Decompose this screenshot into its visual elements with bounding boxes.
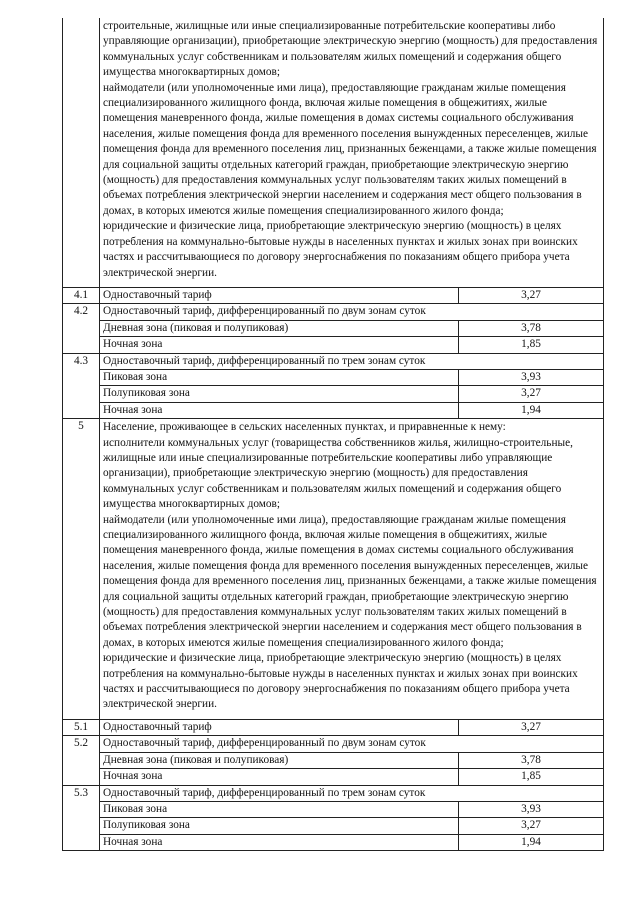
item-number: 4.1: [63, 287, 100, 303]
item-number: 5.1: [63, 719, 100, 735]
zone-label: Полупиковая зона: [100, 386, 459, 402]
zone-row: [63, 834, 604, 850]
tariff-value: 3,27: [459, 287, 604, 303]
zone-label: Ночная зона: [100, 769, 459, 785]
tariff-row: [63, 719, 604, 735]
tariff-label: Одноставочный тариф, дифференцированный по трем зонам суток: [100, 353, 604, 369]
tariff-group-header: [63, 736, 604, 752]
zone-row: [63, 769, 604, 785]
zone-label: Ночная зона: [100, 834, 459, 850]
tariff-group-header: [63, 785, 604, 801]
item-number: 4.2: [63, 304, 100, 353]
item-number: 4.3: [63, 353, 100, 419]
zone-row: [63, 801, 604, 817]
zone-value: 1,85: [459, 337, 604, 353]
zone-value: 3,93: [459, 801, 604, 817]
description-paragraph: юридические и физические лица, приобретающие электрическую энергию (мощность) в целях потребления на коммунально-бытовые нужды в населенных пунктах и жилых зонах при воинских частях и рассчитывающиеся по договору энергоснабжения по показаниям общего прибора учета электрической энергии.: [103, 652, 578, 711]
zone-value: 3,93: [459, 369, 604, 385]
section-4-description-row: [63, 18, 604, 287]
tariff-value: 3,27: [459, 719, 604, 735]
tariff-document-page: [62, 18, 603, 851]
tariff-group-header: [63, 304, 604, 320]
zone-label: Дневная зона (пиковая и полупиковая): [100, 320, 459, 336]
zone-value: 3,78: [459, 752, 604, 768]
zone-value: 3,27: [459, 818, 604, 834]
section-number: 5: [63, 419, 100, 720]
description-paragraph: наймодатели (или уполномоченные ими лица), предоставляющие гражданам жилые помещения специализированного жилищного фонда, включая жилые помещения в общежитиях, жилые помещения маневренного фонда, жилые помещения в домах системы социального обслуживания населения, жилые помещения фонда для временного поселения вынужденных переселенцев, жилые помещения фонда для временного поселения лиц, признанных беженцами, а также жилые помещения для социальной защиты отдельных категорий граждан, приобретающие электрическую энергию (мощность) для предоставления коммунальных услуг пользователям таких жилых помещений в объемах потребления электрической энергии населением и содержания мест общего пользования в домах, в которых имеются жилые помещения специализированного жилого фонда;: [103, 81, 597, 217]
description-paragraph: юридические и физические лица, приобретающие электрическую энергию (мощность) в целях потребления на коммунально-бытовые нужды в населенных пунктах и жилых зонах при воинских частях и рассчитывающиеся по договору энергоснабжения по показаниям общего прибора учета электрической энергии.: [103, 220, 578, 279]
tariff-label: Одноставочный тариф, дифференцированный по двум зонам суток: [100, 736, 604, 752]
zone-value: 1,85: [459, 769, 604, 785]
tariff-group-header: [63, 353, 604, 369]
zone-row: [63, 752, 604, 768]
zone-row: [63, 369, 604, 385]
section-number: [63, 18, 100, 287]
tariff-row: [63, 287, 604, 303]
item-number: 5.2: [63, 736, 100, 785]
zone-value: 1,94: [459, 402, 604, 418]
tariff-table: [62, 18, 604, 851]
item-number: 5.3: [63, 785, 100, 851]
tariff-label: Одноставочный тариф, дифференцированный по двум зонам суток: [100, 304, 604, 320]
zone-label: Ночная зона: [100, 337, 459, 353]
tariff-label: Одноставочный тариф: [100, 719, 459, 735]
description-paragraph: исполнители коммунальных услуг (товарищества собственников жилья, жилищно-строительные, жилищные или иные специализированные потребительские кооперативы либо управляющие организации), приобретающие электрическую энергию (мощность) для предоставления коммунальных услуг собственникам и пользователям жилых помещений и содержания общего имущества многоквартирных домов;: [103, 436, 573, 511]
zone-row: [63, 337, 604, 353]
zone-label: Полупиковая зона: [100, 818, 459, 834]
section-description: [100, 18, 604, 287]
zone-label: Ночная зона: [100, 402, 459, 418]
zone-row: [63, 402, 604, 418]
zone-row: [63, 320, 604, 336]
tariff-label: Одноставочный тариф, дифференцированный по трем зонам суток: [100, 785, 604, 801]
zone-label: Пиковая зона: [100, 369, 459, 385]
section-5-description-row: [63, 419, 604, 720]
zone-value: 3,78: [459, 320, 604, 336]
description-paragraph: Население, проживающее в сельских населенных пунктах, и приравненные к нему:: [103, 421, 506, 434]
description-paragraph: строительные, жилищные или иные специализированные потребительские кооперативы либо управляющие организации), приобретающие электрическую энергию (мощность) для предоставления коммунальных услуг собственникам и пользователям жилых помещений и содержания общего имущества многоквартирных домов;: [103, 20, 598, 79]
zone-value: 1,94: [459, 834, 604, 850]
section-description: [100, 419, 604, 720]
zone-row: [63, 818, 604, 834]
zone-label: Пиковая зона: [100, 801, 459, 817]
description-paragraph: наймодатели (или уполномоченные ими лица), предоставляющие гражданам жилые помещения специализированного жилищного фонда, включая жилые помещения в общежитиях, жилые помещения маневренного фонда, жилые помещения в домах системы социального обслуживания населения, жилые помещения фонда для временного поселения вынужденных переселенцев, жилые помещения фонда для временного поселения лиц, признанных беженцами, а также жилые помещения для социальной защиты отдельных категорий граждан, приобретающие электрическую энергию (мощность) для предоставления коммунальных услуг пользователям таких жилых помещений в объемах потребления электрической энергии населением и содержания мест общего пользования в домах, в которых имеются жилые помещения специализированного жилого фонда;: [103, 513, 597, 649]
zone-row: [63, 386, 604, 402]
zone-value: 3,27: [459, 386, 604, 402]
tariff-label: Одноставочный тариф: [100, 287, 459, 303]
zone-label: Дневная зона (пиковая и полупиковая): [100, 752, 459, 768]
